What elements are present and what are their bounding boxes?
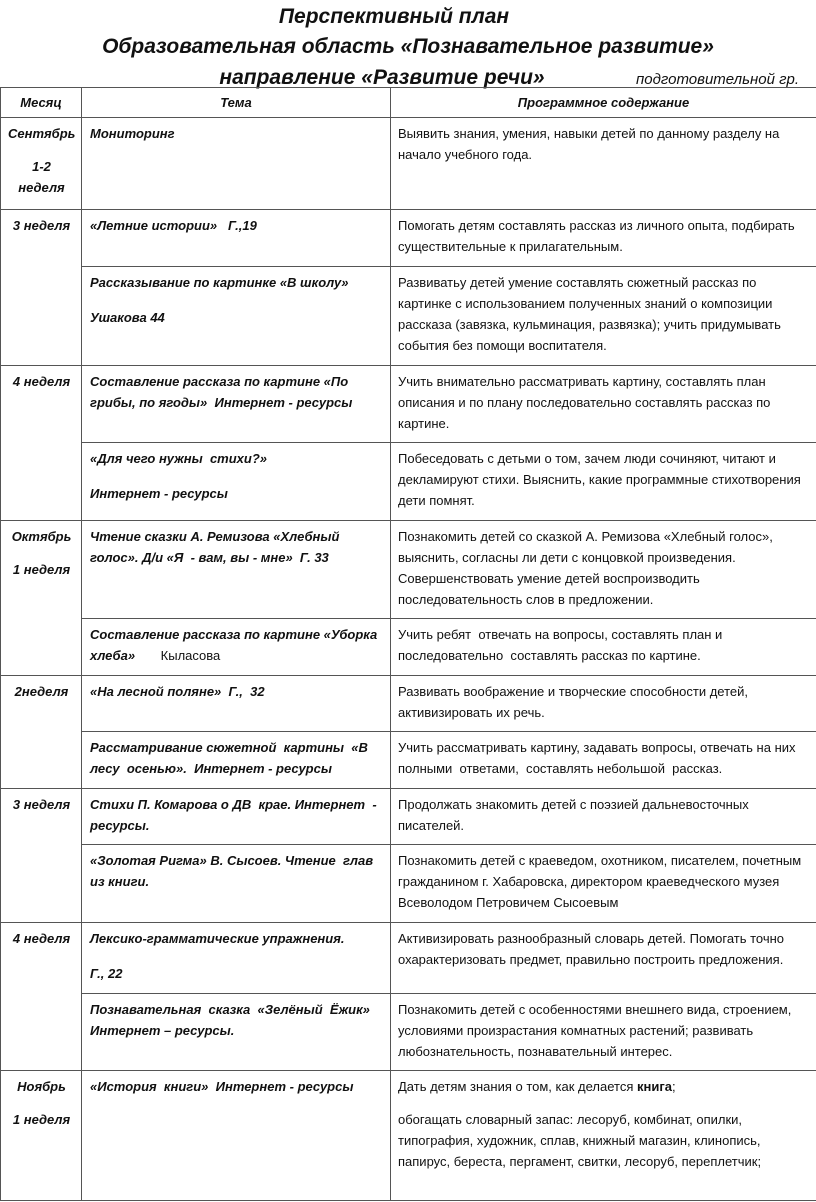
topic-cell: «Летние истории» Г.,19	[82, 210, 391, 267]
plan-table	[0, 87, 816, 1201]
table-row	[1, 789, 816, 845]
table-row	[1, 118, 816, 210]
content-cell: Познакомить детей с краеведом, охотником, писателем, почетным гражданином г. Хабаровска, директором краеведческого музея Всеволодом Петровичем Сысоевым	[391, 845, 816, 923]
topic-cell: Стихи П. Комарова о ДВ крае. Интернет - ресурсы.	[82, 789, 391, 845]
column-header-month: Месяц	[1, 88, 82, 118]
table-row	[1, 676, 816, 732]
topic-cell	[82, 267, 391, 366]
month-cell	[1, 789, 82, 923]
month-cell	[1, 1071, 82, 1201]
content-intro	[398, 1076, 810, 1097]
topic-cell: Познавательная сказка «Зелёный Ёжик» Интернет – ресурсы.	[82, 994, 391, 1071]
topic-title: Лексико-грамматические упражнения.	[90, 931, 345, 946]
topic-cell	[82, 923, 391, 994]
topic-cell: «На лесной поляне» Г., 32	[82, 676, 391, 732]
table-row	[1, 443, 816, 521]
month-name: Ноябрь	[17, 1079, 66, 1094]
content-cell: Продолжать знакомить детей с поэзией дальневосточных писателей.	[391, 789, 816, 845]
content-cell	[391, 1071, 816, 1201]
topic-cell	[82, 443, 391, 521]
week-label: 3 неделя	[12, 797, 71, 812]
direction-title: направление «Развитие речи»	[219, 66, 545, 89]
month-cell	[1, 118, 82, 210]
table-row	[1, 267, 816, 366]
table-header-row	[1, 88, 816, 118]
table-row	[1, 366, 816, 443]
month-cell	[1, 923, 82, 1071]
table-row	[1, 994, 816, 1071]
month-cell	[1, 521, 82, 676]
content-cell: Учить внимательно рассматривать картину, составлять план описания и по плану последовательно составлять рассказ по картине.	[391, 366, 816, 443]
topic-title: Составление рассказа по картине «Уборка хлеба»	[90, 627, 378, 663]
topic-source: Ушакова 44	[90, 310, 165, 325]
week-label: 1 неделя	[12, 562, 71, 577]
month-cell	[1, 210, 82, 366]
content-cell: Познакомить детей с особенностями внешнего вида, строением, условиями произрастания комнатных растений; развивать любознательность, познавательный интерес.	[391, 994, 816, 1071]
month-cell	[1, 676, 82, 789]
week-label: 1-2 неделя	[18, 159, 65, 195]
topic-cell: «Золотая Ригма» В. Сысоев. Чтение глав из книги.	[82, 845, 391, 923]
topic-cell	[82, 619, 391, 676]
table-row	[1, 619, 816, 676]
topic-title: «Для чего нужны стихи?»	[90, 451, 268, 466]
topic-cell: Рассматривание сюжетной картины «В лесу осенью». Интернет - ресурсы	[82, 732, 391, 789]
plan-title: Перспективный план	[278, 5, 510, 28]
group-label: подготовительной гр.	[636, 71, 800, 88]
content-cell: Учить ребят отвечать на вопросы, составлять план и последовательно составлять рассказ по картине.	[391, 619, 816, 676]
topic-cell: Составление рассказа по картине «По грибы, по ягоды» Интернет - ресурсы	[82, 366, 391, 443]
content-cell: Развиватьу детей умение составлять сюжетный рассказ по картинке с использованием полученных знаний о композиции рассказа (завязка, кульминация, развязка); учить придумывать события без помощи воспитателя.	[391, 267, 816, 366]
month-cell	[1, 366, 82, 521]
topic-title: Рассказывание по картинке «В школу»	[90, 275, 349, 290]
week-label: 3 неделя	[12, 218, 71, 233]
content-cell: Развивать воображение и творческие способности детей, активизировать их речь.	[391, 676, 816, 732]
table-row	[1, 732, 816, 789]
month-name: Октябрь	[11, 529, 72, 544]
column-header-topic: Тема	[82, 88, 391, 118]
topic-cell: Чтение сказки А. Ремизова «Хлебный голос». Д/и «Я - вам, вы - мне» Г. 33	[82, 521, 391, 619]
column-header-content: Программное содержание	[391, 88, 816, 118]
week-label: 2неделя	[14, 684, 69, 699]
content-vocabulary: обогащать словарный запас: лесоруб, комбинат, опилки, типография, художник, сплав, книжный магазин, клинопись, папирус, береста, пергамент, свитки, лесоруб, переплетчик;	[398, 1112, 762, 1169]
week-label: 4 неделя	[12, 931, 71, 946]
area-title: Образовательная область «Познавательное развитие»	[102, 35, 714, 58]
table-row	[1, 845, 816, 923]
content-cell: Учить рассматривать картину, задавать вопросы, отвечать на них полными ответами, составлять небольшой рассказ.	[391, 732, 816, 789]
content-keyword: книга	[636, 1079, 672, 1094]
content-cell: Выявить знания, умения, навыки детей по данному разделу на начало учебного года.	[391, 118, 816, 210]
table-row	[1, 210, 816, 267]
table-row	[1, 923, 816, 994]
content-intro-end: ;	[671, 1079, 676, 1094]
content-cell: Познакомить детей со сказкой А. Ремизова «Хлебный голос», выяснить, согласны ли дети с концовкой произведения. Совершенствовать умение детей воспроизводить последовательность слов в предложении.	[391, 521, 816, 619]
month-name: Сентябрь	[8, 126, 76, 141]
topic-cell: Мониторинг	[82, 118, 391, 210]
table-row	[1, 1071, 816, 1201]
content-cell: Помогать детям составлять рассказ из личного опыта, подбирать существительные к прилагательным.	[391, 210, 816, 267]
week-label: 4 неделя	[12, 374, 71, 389]
content-cell: Активизировать разнообразный словарь детей. Помогать точно охарактеризовать предмет, правильно построить предложения.	[391, 923, 816, 994]
topic-source: Г., 22	[90, 966, 123, 981]
content-cell: Побеседовать с детьми о том, зачем люди сочиняют, читают и декламируют стихи. Выяснить, какие программные стихотворения дети помнят.	[391, 443, 816, 521]
content-intro-text: Дать детям знания о том, как делается	[398, 1079, 637, 1094]
topic-cell: «История книги» Интернет - ресурсы	[82, 1071, 391, 1201]
week-label: 1 неделя	[12, 1112, 71, 1127]
topic-source: Кыласова	[160, 648, 221, 663]
topic-source: Интернет - ресурсы	[90, 486, 228, 501]
table-row	[1, 521, 816, 619]
